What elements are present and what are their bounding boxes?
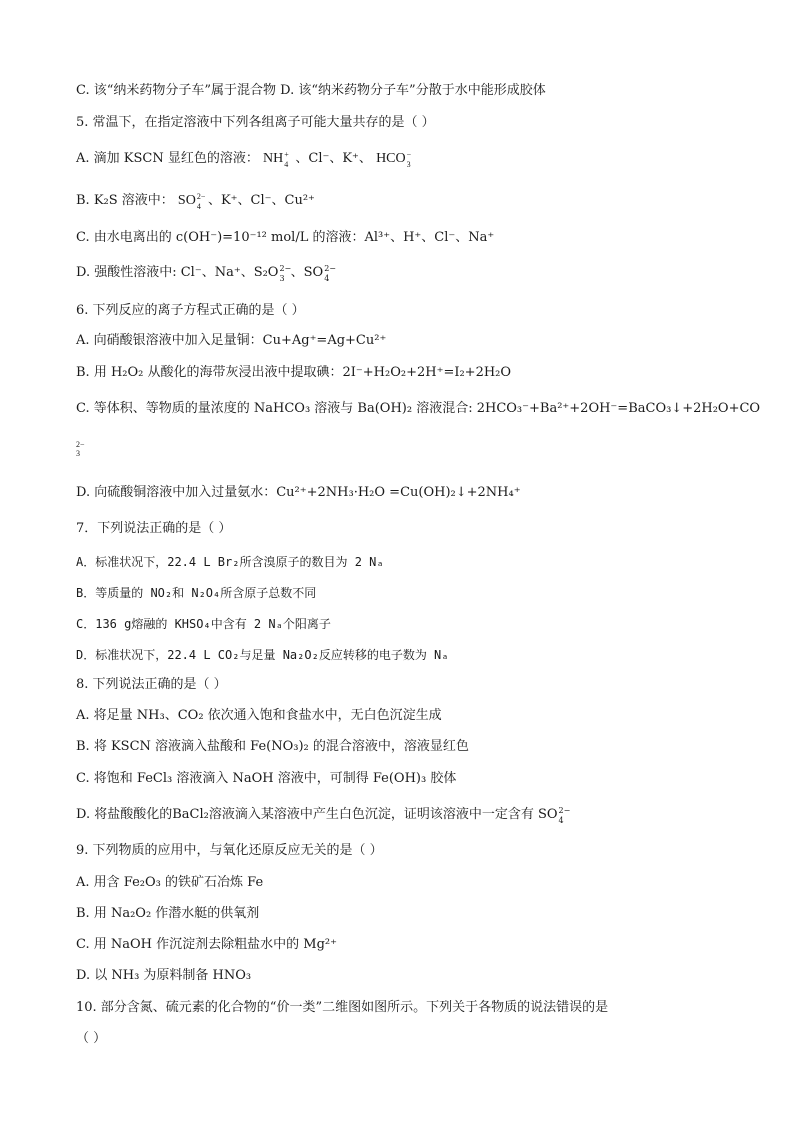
q5-option-d: D. 强酸性溶液中: Cl⁻、Na⁺、S₂O 2− 3 、SO 2− 4 (76, 263, 336, 283)
question-10-answer-blank: （ ） (76, 1031, 107, 1046)
q6-option-a: A. 向硝酸银溶液中加入足量铜：Cu+Ag⁺=Ag+Cu²⁺ (76, 333, 387, 348)
q7-option-d: D．标准状况下，22.4 L CO₂与足量 Na₂O₂反应转移的电子数为 Nₐ (76, 648, 449, 662)
question-8-stem: 8. 下列说法正确的是（ ） (76, 677, 227, 692)
q7-option-c: C．136 g熔融的 KHSO₄中含有 2 Nₐ个阳离子 (76, 617, 331, 631)
question-7-stem: 7．下列说法正确的是（ ） (76, 521, 232, 536)
q9-option-d: D. 以 NH₃ 为原料制备 HNO₃ (76, 968, 252, 983)
q4-options-cd: C. 该“纳米药物分子车”属于混合物 D. 该“纳米药物分子车”分散于水中能形成胶体 (76, 83, 546, 98)
question-9-stem: 9. 下列物质的应用中，与氧化还原反应无关的是（ ） (76, 843, 383, 858)
question-6-stem: 6. 下列反应的离子方程式正确的是（ ） (76, 303, 305, 318)
so4-ion: SO 2− 4 (177, 191, 206, 211)
question-5-stem: 5. 常温下，在指定溶液中下列各组离子可能大量共存的是（ ） (76, 115, 435, 130)
q9-option-b: B. 用 Na₂O₂ 作潜水艇的供氧剂 (76, 906, 260, 921)
q5-option-c: C. 由水电离出的 c(OH⁻)=10⁻¹² mol/L 的溶液：Al³⁺、H⁺、Cl⁻、Na⁺ (76, 230, 495, 245)
q8-option-a: A. 将足量 NH₃、CO₂ 依次通入饱和食盐水中，无白色沉淀生成 (76, 708, 442, 723)
nh4-ion: NH + 4 (263, 149, 289, 169)
q8-option-d: D. 将盐酸酸化的BaCl₂溶液滴入某溶液中产生白色沉淀，证明该溶液中一定含有 SO 2− 4 (76, 805, 571, 825)
q5-option-a: A. 滴加 KSCN 显红色的溶液： NH + 4 、Cl⁻、K⁺、 HCO − 3 (76, 150, 414, 168)
q8-option-c: C. 将饱和 FeCl₃ 溶液滴入 NaOH 溶液中，可制得 Fe(OH)₃ 胶体 (76, 771, 457, 786)
hco3-ion: HCO − 3 (376, 149, 412, 169)
q9-option-a: A. 用含 Fe₂O₃ 的铁矿石冶炼 Fe (76, 875, 264, 890)
q6-option-c-co3-charge: 2− 3 (76, 440, 85, 458)
q6-option-b: B. 用 H₂O₂ 从酸化的海带灰浸出液中提取碘：2I⁻+H₂O₂+2H⁺=I₂+2H₂O (76, 365, 512, 380)
question-10-stem: 10. 部分含氮、硫元素的化合物的“价一类”二维图如图所示。下列关于各物质的说法错误的是 (76, 1000, 609, 1015)
q9-option-c: C. 用 NaOH 作沉淀剂去除粗盐水中的 Mg²⁺ (76, 937, 337, 952)
q6-option-d: D. 向硫酸铜溶液中加入过量氨水：Cu²⁺+2NH₃·H₂O =Cu(OH)₂↓+2NH₄⁺ (76, 485, 521, 500)
q7-option-b: B．等质量的 NO₂和 N₂O₄所含原子总数不同 (76, 586, 317, 600)
q5-option-b: B. K₂S 溶液中： SO 2− 4 、K⁺、Cl⁻、Cu²⁺ (76, 191, 315, 211)
q8-option-b: B. 将 KSCN 溶液滴入盐酸和 Fe(NO₃)₂ 的混合溶液中，溶液显红色 (76, 739, 469, 754)
q7-option-a: A．标准状况下，22.4 L Br₂所含溴原子的数目为 2 Nₐ (76, 555, 384, 569)
q6-option-c: C. 等体积、等物质的量浓度的 NaHCO₃ 溶液与 Ba(OH)₂ 溶液混合: 2HCO₃⁻+Ba²⁺+2OH⁻=BaCO₃↓+2H₂O+CO (76, 401, 761, 416)
